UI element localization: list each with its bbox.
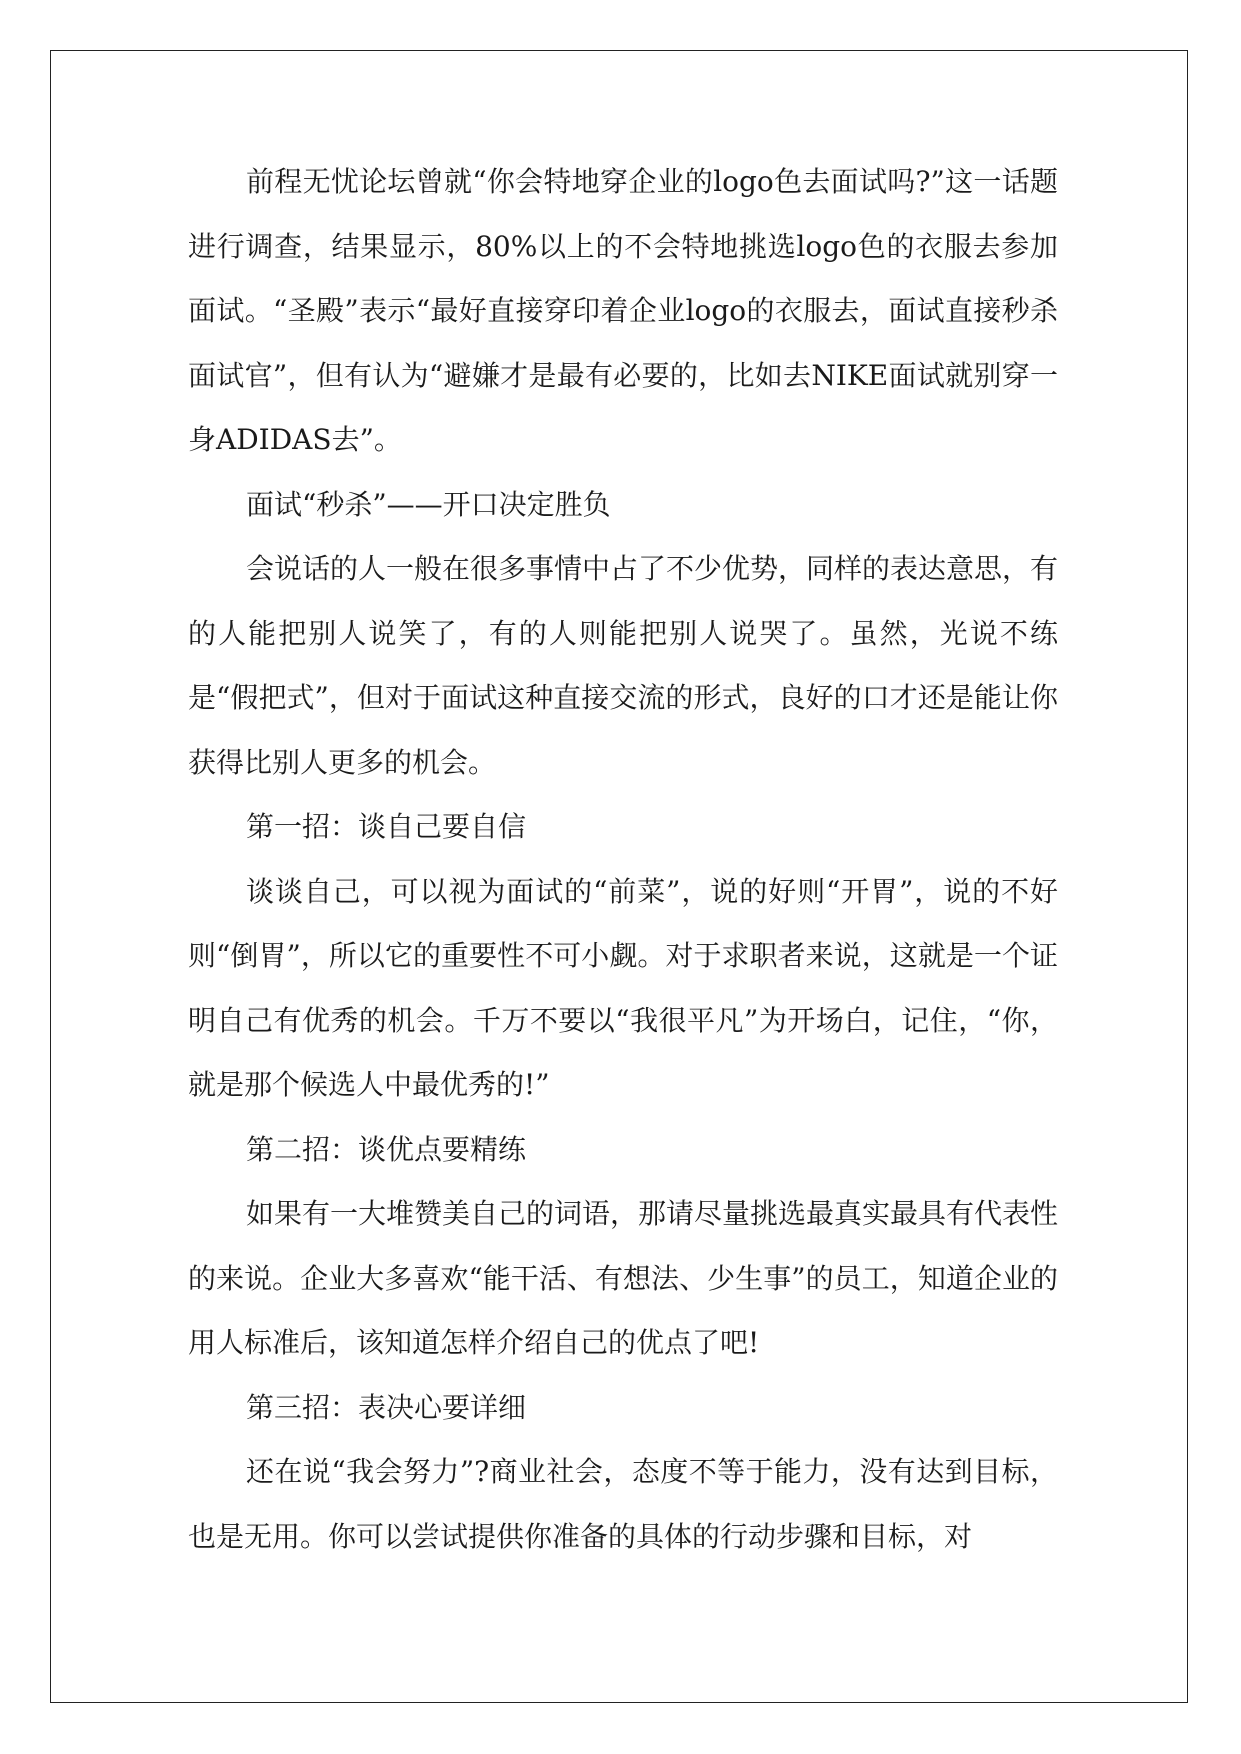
- paragraph-eloquence: 会说话的人一般在很多事情中占了不少优势，同样的表达意思，有的人能把别人说笑了，有的人则能把别人说哭了。虽然，光说不练是“假把式”，但对于面试这种直接交流的形式，良好的口才还是能让你获得比别人更多的机会。: [188, 552, 1059, 779]
- paragraph-self-intro: 谈谈自己，可以视为面试的“前菜”，说的好则“开胃”，说的不好则“倒胃”，所以它的重要性不可小觑。对于求职者来说，这就是一个证明自己有优秀的机会。千万不要以“我很平凡”为开场白，记住，“你，就是那个候选人中最优秀的!”: [188, 874, 1058, 1101]
- paragraph-determination: 还在说“我会努力”?商业社会，态度不等于能力，没有达到目标，也是无用。你可以尝试提供你准备的具体的行动步骤和目标，对: [188, 1455, 1058, 1553]
- paragraph-logo-survey: 前程无忧论坛曾就“你会特地穿企业的logo色去面试吗?”这一话题进行调查，结果显示，80%以上的不会特地挑选logo色的衣服去参加面试。“圣殿”表示“最好直接穿印着企业logo的衣服去，面试直接秒杀面试官”，但有认为“避嫌才是最有必要的，比如去NIKE面试就别穿一身ADIDAS去”。: [188, 165, 1058, 456]
- tip-heading-3: 第三招：表决心要详细: [246, 1390, 527, 1424]
- document-body: [188, 150, 1058, 1569]
- tip-heading-1: 第一招：谈自己要自信: [246, 810, 527, 843]
- tip-heading-2: 第二招：谈优点要精练: [246, 1132, 527, 1166]
- section-heading-interview: 面试“秒杀”——开口决定胜负: [246, 487, 611, 521]
- paragraph-strengths: 如果有一大堆赞美自己的词语，那请尽量挑选最真实最具有代表性的来说。企业大多喜欢“能干活、有想法、少生事”的员工，知道企业的用人标准后，该知道怎样介绍自己的优点了吧!: [188, 1197, 1059, 1359]
